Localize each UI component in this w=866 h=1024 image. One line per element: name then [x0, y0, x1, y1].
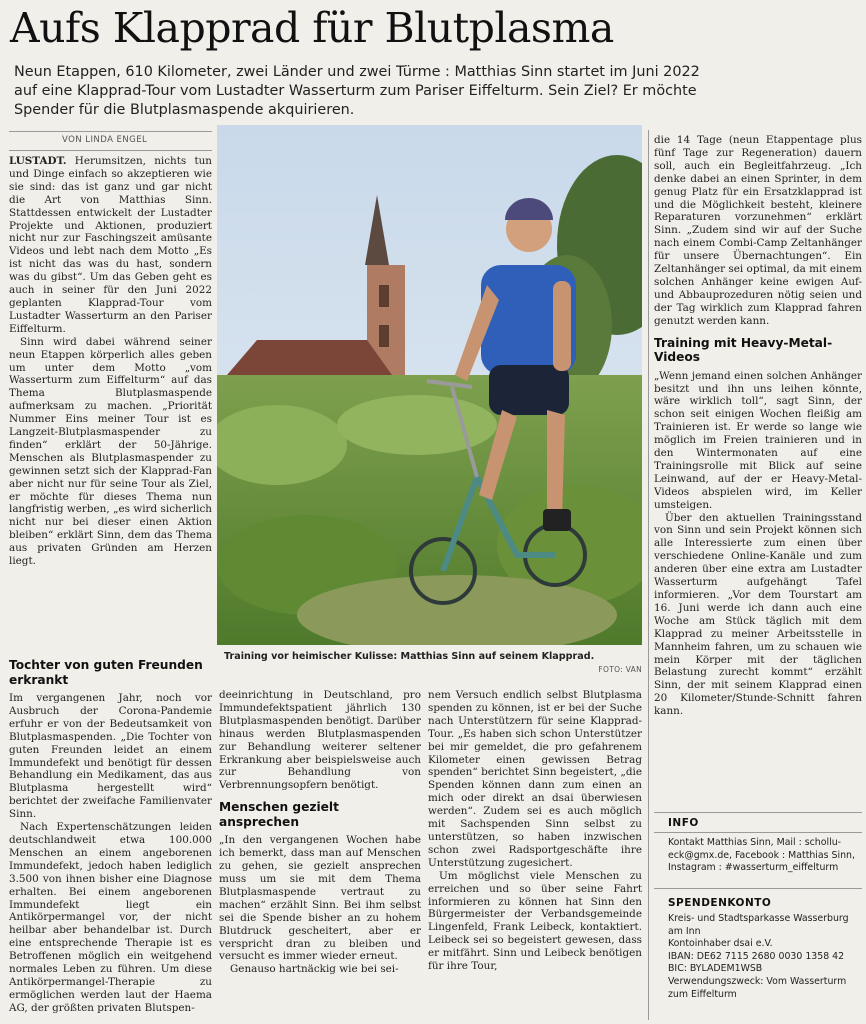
info-line-3: Instagram : #wasserturm_eiffelturm — [668, 862, 839, 874]
konto-line-7: zum Eiffelturm — [668, 988, 737, 1000]
konto-line-4: IBAN: DE62 7115 2680 0030 1358 42 — [668, 950, 845, 962]
info-rule-under — [654, 832, 862, 833]
col1-paragraph-2: Sinn wird dabei während seiner neun Etappen körperlich alles geben um unter dem Motto „vom Wasserturm zum Eiffelturm“ auf das Thema Blutplasmaspende aufmerksam zu machen. „Priorität Nummer Eins meiner Tour ist es Langzeit-Blutplasmaspender zu finden“ erklärt der 50-Jährige. Menschen als Blutplasmaspender zu gewinnen setzt sich der Klapprad-Fan aber nicht nur für seine Tour als Ziel, er möchte für dieses Thema nun langfristig werben, „es wird sicherlich nicht nur bei dieser einen Aktion bleiben“ erklärt Sinn, dem das Thema aus privaten Gründen am Herzen liegt. — [9, 335, 212, 568]
photo-credit: FOTO: VAN — [598, 665, 642, 674]
cyclist-photo — [217, 125, 642, 645]
subheading-tochter: Tochter von guten Freunden erkrankt — [9, 658, 203, 687]
byline-rule-top — [9, 131, 212, 132]
col2-paragraph-2: „In den vergangenen Wochen habe ich bemerkt, dass man auf Menschen zu gehen, sie gezielt ansprechen muss um sie mit dem Thema Blutplasmaspende vertraut zu machen“ erzählt Sinn. Bei ihm selbst sei die Spende bisher an zu hohem Blutdruck gescheitert, aber er verspricht dran zu bleiben und versucht es immer wieder erneut. — [219, 834, 421, 963]
headline: Aufs Klapprad für Blutplasma — [10, 4, 614, 52]
info-line-2: eck@gmx.de, Facebook : Matthias Sinn, — [668, 849, 855, 861]
subheading-menschen: Menschen gezielt ansprechen — [219, 800, 339, 829]
konto-line-1: Kreis- und Stadtsparkasse Wasserburg — [668, 913, 849, 924]
dateline: LUSTADT. — [9, 155, 67, 167]
column-1 — [9, 155, 212, 630]
col1-paragraph-3: Im vergangenen Jahr, noch vor Ausbruch der Corona-Pandemie erfuhr er von der Bedeutsamkeit von Blutplasmaspenden. „Die Tochter von guten Freunden leidet an einem Immundefekt und benötigt für dessen Behandlung ein Medikament, das aus Blutplasma hergestellt wird“ berichtet der zweifache Familienvater Sinn. — [9, 692, 212, 821]
byline-rule-bottom — [9, 150, 212, 151]
column-1-lower — [9, 650, 212, 1020]
info-line-1: Kontakt Matthias Sinn, Mail : schollu- — [668, 837, 842, 848]
subheading-training: Training mit Heavy-Metal-Videos — [654, 335, 833, 365]
col4-paragraph-2: „Wenn jemand einen solchen Anhänger besitzt und ihn uns leihen könnte, wäre wirklich toll“, sagt Sinn, der schon seit einigen Wochen fleißig am Trainieren ist. Er werde so lange wie möglich im Freien trainieren und in den Wintermonaten auf eine Trainingsrolle mit Blick auf seine Leinwand, auf der er Heavy-Metal-Videos abspielen wird, im Keller umsteigen. — [654, 369, 862, 511]
col3-paragraph-1: nem Versuch endlich selbst Blutplasma spenden zu können, ist er bei der Suche nach Unterstützern für seine Klapprad-Tour. „Es haben sich schon Unterstützer bei mir gemeldet, die pro gefahrenem Kilometer einen gewissen Betrag spenden“ berichtet Sinn begeistert, „die Spenden können dann zum einen an mich oder direkt an dsai überwiesen werden“. Zudem sei es auch möglich mit Sachspenden Sinn selbst zu unterstützen, so haben inzwischen schon zwei Radsportgeschäfte ihre Unterstützung zugesichert. — [428, 689, 642, 869]
konto-line-5: BIC: BYLADEM1WSB — [668, 963, 763, 975]
info-box — [668, 837, 860, 875]
photo-caption: Training vor heimischer Kulisse: Matthias Sinn auf seinem Klapprad. — [224, 651, 595, 662]
konto-rule — [654, 888, 862, 889]
col1-paragraph-1: Herumsitzen, nichts tun und Dinge einfach so akzeptieren wie sie sind: das ist ganz und gar nicht die Art von Matthias Sinn. Stattdessen entwickelt der Lustadter Projekte und Aktionen, produziert nicht nur zur Faschingszeit amüsante Videos und lebt nach dem Motto „Es ist nicht das was du hast, sondern was du gibst“. Um das Geben geht es auch in seiner für den Juni 2022 geplanten Klapprad-Tour vom Lustadter Wasserturm an den Pariser Eiffelturm. — [9, 155, 212, 335]
col1-paragraph-4: Nach Expertenschätzungen leiden deutschlandweit etwa 100.000 Menschen an einem angeborenen Immundefekt, jedoch haben lediglich 3.500 von ihnen bisher eine Diagnose erhalten. Bei einem angeborenen Immundefekt liegt ein Antikörpermangel vor, der nicht heilbar aber behandelbar ist. Durch eine entsprechende Therapie ist es Betroffenen möglich ein weitgehend normales Leben zu führen. Um diese Antikörpermangel-Therapie zu ermöglichen werden laut der Haema AG, der größten privaten Blutspen- — [9, 821, 212, 1014]
col4-paragraph-1: die 14 Tage (neun Etappentage plus fünf Tage zur Regeneration) dauern soll, auch ein Begleitfahrzeug. „Ich denke dabei an einen Sprinter, in dem genug Platz für ein Ersatzklapprad ist und die Möglichkeit besteht, kleinere Reparaturen vorzunehmen“ erklärt Sinn. „Zudem sind wir auf der Suche nach einem Combi-Camp Zeltanhänger für unsere Übernachtungen“. Ein Zeltanhänger sei optimal, da mit einem solchen Anhänger keine ewigen Auf-und Abbauprozeduren nötig seien und der Tag wirklich zum Klapprad fahren genutzt werden kann. — [654, 134, 862, 327]
lead-paragraph: Neun Etappen, 610 Kilometer, zwei Länder und zwei Türme : Matthias Sinn startet im Juni 2022 auf eine Klapprad-Tour vom Lustadter Wasserturm zum Pariser Eiffelturm. Sein Ziel? Er möchte Spender für die Blutplasmaspende akquirieren. — [14, 64, 700, 118]
konto-line-3: Kontoinhaber dsai e.V. — [668, 938, 773, 950]
column-3 — [428, 689, 642, 1020]
article-photo — [217, 125, 642, 645]
info-rule — [654, 812, 862, 813]
konto-line-2: am Inn — [668, 925, 701, 937]
konto-line-6: Verwendungszweck: Vom Wasserturm — [668, 975, 847, 987]
col2-paragraph-1: deeinrichtung in Deutschland, pro Immundefektspatient jährlich 130 Blutplasmaspenden benötigt. Darüber hinaus werden Blutplasmaspenden zur Behandlung weiterer seltener Erkrankung aber beispielsweise auch zur Behandlung von Verbrennungsopfern benötigt. — [219, 689, 421, 792]
column-divider — [648, 130, 649, 1020]
col4-paragraph-3: Über den aktuellen Trainingsstand von Sinn und sein Projekt können sich alle Interessierte zum einen über verschiedene Online-Kanäle und zum anderen über eine extra am Lustadter Wasserturm aufgehängt Tafel informieren. „Vor dem Tourstart am 16. Juni werde ich dann auch eine Woche am Stück täglich mit dem Klapprad zu meiner Arbeitsstelle in Mannheim fahren, um zu schauen wie mein Körper mit der täglichen Belastung zurecht kommt“ erzählt Sinn, der mit seinem Klapprad einen 20 Kilometer/Stunde-Schnitt fahren kann. — [654, 511, 862, 718]
byline: VON LINDA ENGEL — [62, 135, 148, 145]
info-title: INFO — [668, 817, 699, 829]
konto-box — [668, 913, 860, 1001]
col3-paragraph-2: Um möglichst viele Menschen zu erreichen und so über seine Fahrt informieren zu können hat Sinn den Bürgermeister der Verbandsgemeinde Lingenfeld, Frank Leibeck, kontaktiert. Leibeck sei so begeistert gewesen, dass er mitfährt. Sinn und Leibeck benötigen für ihre Tour, — [428, 869, 642, 973]
col2-paragraph-3: Genauso hartnäckig wie bei sei- — [230, 963, 399, 976]
column-4 — [654, 134, 862, 804]
konto-title: SPENDENKONTO — [668, 897, 772, 909]
column-2 — [219, 689, 421, 1020]
